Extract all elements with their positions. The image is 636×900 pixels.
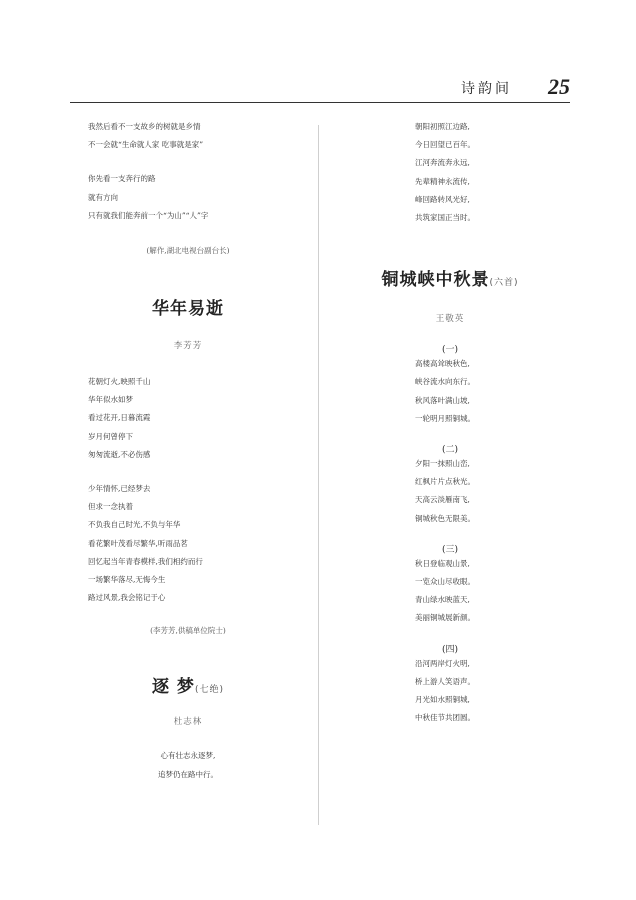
page-header	[70, 72, 570, 103]
poem-author: 杜志林	[173, 717, 203, 728]
poem-line: 路过风景,我会铭记于心	[88, 593, 166, 603]
poem-line: 匆匆流逝,不必伤感	[88, 449, 151, 459]
poem-line: 高楼高耸映秋色,	[415, 359, 470, 369]
poem-line: 美丽铜城展新颜。	[415, 613, 475, 623]
poem-line: 青山绿水映蓝天,	[415, 595, 470, 605]
prev-poem-note: (解作,湖北电视台副台长)	[146, 246, 230, 256]
poem-line: 我然后看不一支故乡的树就是乡情	[88, 122, 201, 131]
poem-title: 华年易逝	[152, 299, 224, 320]
poem-line: 江河奔流奔永远,	[415, 158, 470, 168]
right-column	[330, 118, 570, 727]
poem-stanza	[88, 747, 288, 783]
poem-line: 少年情怀,已经梦去	[88, 484, 151, 494]
poem-line: 天高云淡雁南飞,	[415, 495, 470, 505]
poem-line: 心有壮志永逐梦,	[160, 751, 216, 761]
poem-line: 先辈精神永流传,	[415, 176, 470, 186]
poem-line: 不负我自己时光,不负与年华	[88, 520, 181, 530]
poem-stanza	[88, 480, 288, 607]
poem-title-text: 铜城峡中秋景	[381, 270, 490, 291]
prev-poem-part1	[88, 118, 288, 154]
poem-form: (六首)	[489, 278, 519, 289]
poem-line: 就有方向	[88, 192, 118, 202]
poem-line: 花朝灯火,映照千山	[88, 377, 151, 387]
section-label: (二)	[441, 445, 459, 456]
poem-stanza	[330, 655, 570, 728]
poem-title-text: 逐 梦	[152, 677, 195, 698]
poem-stanza	[330, 355, 570, 428]
poem-title	[88, 672, 288, 697]
poem-line: 只有就我们能奔前一个“为山”“人”字	[88, 210, 209, 220]
poem-line: 峡谷流水向东行。	[415, 377, 475, 387]
poem-author: 李芳芳	[173, 341, 203, 352]
section-label: (三)	[441, 544, 459, 555]
poem-line: 华年似水如梦	[88, 395, 133, 405]
poem-line: 你先看一支奔行的路	[88, 174, 156, 184]
poem-line: 秋日登临观山景,	[415, 558, 470, 568]
poem-line: 月光如水照铜城,	[415, 695, 470, 705]
section-label: (四)	[441, 644, 459, 655]
poem-line: 看过花开,日暮流霞	[88, 413, 151, 423]
poem-line: 铜城秋色无限美。	[415, 513, 475, 523]
section-name: 诗韵间	[461, 81, 512, 97]
poem-note: (李芳芳,供稿单位院士)	[150, 626, 226, 636]
poem-line: 红枫片片点秋光。	[415, 477, 475, 487]
column-divider	[318, 125, 319, 825]
page-number: 25	[548, 74, 570, 99]
poem-line: 峰回路转风光好,	[415, 194, 470, 204]
poem-line: 夕阳一抹照山峦,	[415, 459, 470, 469]
poem-line: 岁月何曾停下	[88, 431, 133, 441]
poem-line: 朝阳初照江边路,	[415, 122, 470, 131]
poem-stanza	[88, 373, 288, 464]
poem-line: 秋风落叶满山坡,	[415, 395, 470, 405]
poem-title	[330, 265, 570, 290]
poem-stanza	[330, 455, 570, 528]
poem-author: 王敬英	[435, 314, 465, 325]
poem-line: 看花繁叶茂看尽繁华,听雨品茗	[88, 538, 188, 548]
poem-line: 回忆起当年青春模样,我们相约而行	[88, 556, 203, 566]
left-column	[88, 118, 288, 784]
poem-line: 不一会就“生命就人家 吃事就是家”	[88, 140, 204, 150]
poem-line: 一览众山尽收眼。	[415, 577, 475, 587]
poem-stanza	[330, 555, 570, 628]
poem-line: 追梦仍在路中行。	[158, 769, 218, 779]
prev-poem-part2	[88, 170, 288, 225]
poem-line: 沿河两岸灯火明,	[415, 658, 470, 668]
poem-line: 但求一念执着	[88, 502, 133, 512]
poem-line: 一轮明月照铜城。	[415, 413, 475, 423]
poem-line: 今日回望已百年。	[415, 140, 475, 150]
poem-line: 中秋佳节共团圆。	[415, 713, 475, 723]
poem-line: 桥上游人笑语声。	[415, 676, 475, 686]
prev-poem-lines	[330, 118, 570, 227]
section-label: (一)	[441, 345, 459, 356]
poem-line: 一场繁华落尽,无悔今生	[88, 575, 166, 585]
poem-form: (七绝)	[194, 685, 224, 696]
poem-line: 共筑家国正当时。	[415, 213, 475, 223]
